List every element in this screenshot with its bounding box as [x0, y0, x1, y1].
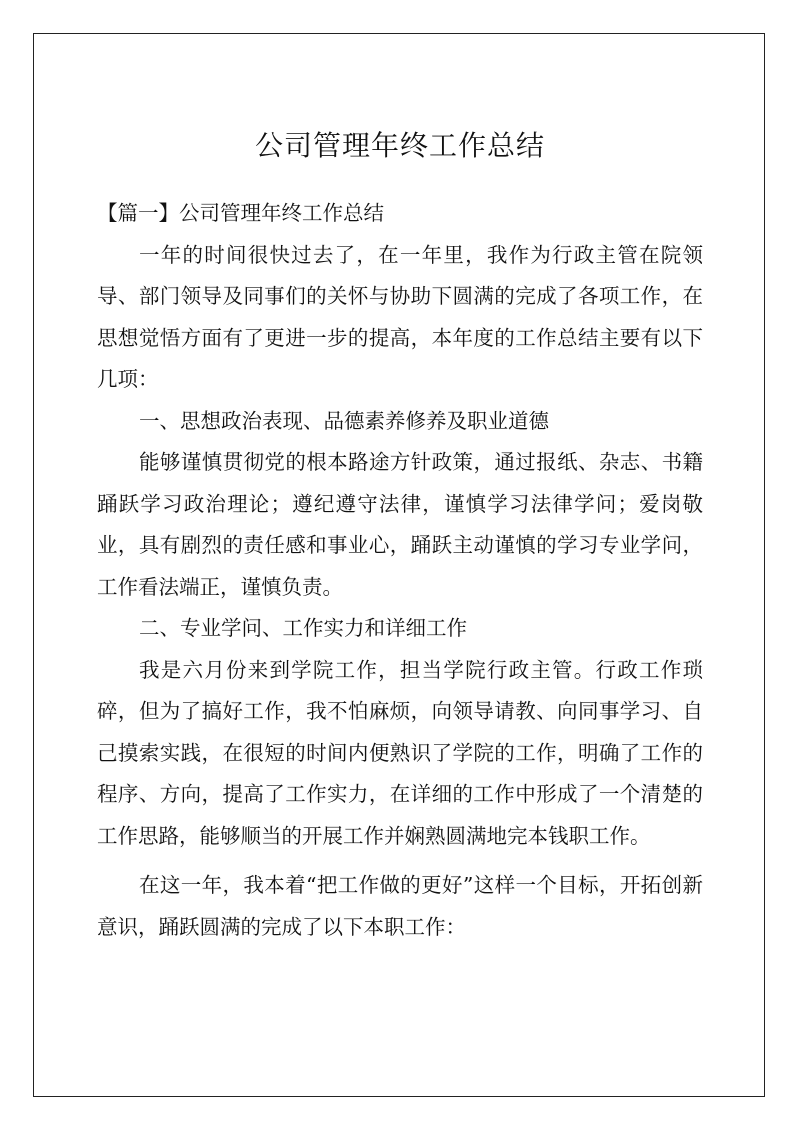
paragraph-professional: 我是六月份来到学院工作，担当学院行政主管。行政工作琐碎，但为了搞好工作，我不怕麻烦，向领导请教、向同事学习、自己摸索实践，在很短的时间内便熟识了学院的工作，明确了工作的程序、方向，提高了工作实力，在详细的工作中形成了一个清楚的工作思路，能够顺当的开展工作并娴熟圆满地完本钱职工作。 — [97, 657, 703, 848]
document-body — [97, 193, 703, 948]
paragraph-goals: 在这一年，我本着“把工作做的更好”这样一个目标，开拓创新意识，踊跃圆满的完成了以下本职工作： — [97, 873, 703, 939]
document-title: 公司管理年终工作总结 — [254, 129, 545, 162]
subheading-political: 一、思想政治表现、品德素养修养及职业道德 — [139, 408, 549, 433]
paragraph-political: 能够谨慎贯彻党的根本路途方针政策，通过报纸、杂志、书籍踊跃学习政治理论；遵纪遵守法律，谨慎学习法律学问；爱岗敬业，具有剧烈的责任感和事业心，踊跃主动谨慎的学习专业学问，工作看法端正，谨慎负责。 — [97, 450, 703, 599]
paragraph-intro: 一年的时间很快过去了，在一年里，我作为行政主管在院领导、部门领导及同事们的关怀与协助下圆满的完成了各项工作，在思想觉悟方面有了更进一步的提高，本年度的工作总结主要有以下几项： — [97, 242, 703, 391]
section-label: 【篇一】公司管理年终工作总结 — [97, 201, 384, 225]
subheading-professional: 二、专业学问、工作实力和详细工作 — [139, 616, 467, 640]
